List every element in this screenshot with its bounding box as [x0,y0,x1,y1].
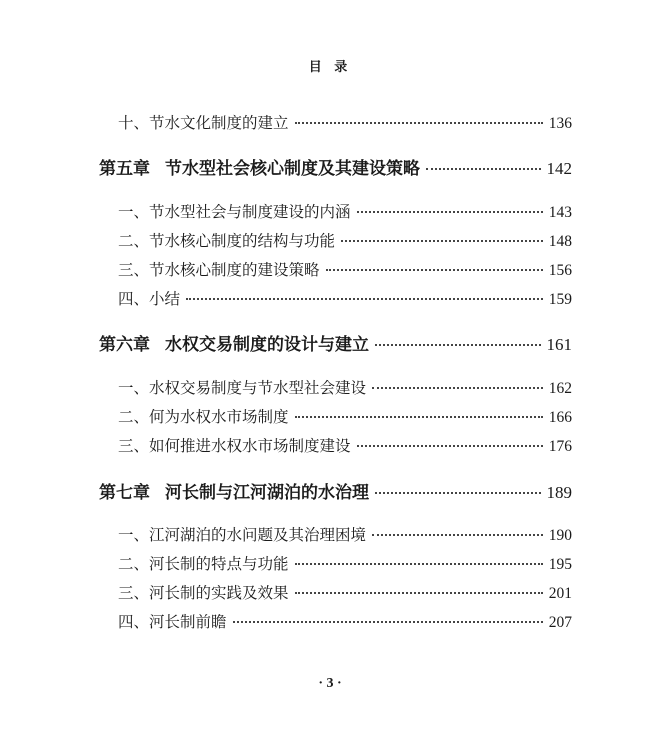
toc-section-entry[interactable] [118,287,572,309]
toc-page-number: 190 [548,527,572,544]
toc-chapter-entry[interactable] [99,478,572,503]
dot-leader [375,344,541,346]
chapter-number: 第五章 [99,159,150,179]
chapter-title: 节水型社会核心制度及其建设策略 [165,159,420,179]
dot-leader [372,387,543,389]
dot-leader [295,122,543,124]
toc-section-entry[interactable] [118,111,572,133]
dot-leader [372,534,543,536]
toc-page-number: 156 [548,262,572,279]
dot-leader [357,445,543,447]
chapter-number: 第七章 [99,483,150,503]
dot-leader [233,621,543,623]
toc-page-number: 161 [546,335,572,354]
toc-chapter-entry[interactable] [99,154,572,179]
toc-entry-label: 一、节水型社会与制度建设的内涵 [118,203,351,221]
toc-entry-label: 一、水权交易制度与节水型社会建设 [118,379,367,397]
page-footer-number: · 3 · [318,676,342,691]
dot-leader [375,492,541,494]
toc-section-entry[interactable] [118,610,572,632]
toc-entry-label: 四、河长制前瞻 [118,613,227,631]
chapter-title: 水权交易制度的设计与建立 [165,335,369,355]
toc-entry-label: 一、江河湖泊的水问题及其治理困境 [118,526,367,544]
dot-leader [295,563,543,565]
dot-leader [186,298,543,300]
chapter-title: 河长制与江河湖泊的水治理 [165,483,369,503]
dot-leader [295,416,543,418]
toc-page-number: 148 [548,233,572,250]
page-header-title: 目 录 [308,60,352,75]
toc-page-number: 207 [548,614,572,631]
toc-page-number: 136 [548,115,572,132]
dot-leader [326,269,543,271]
toc-page-number: 166 [548,409,572,426]
toc-page-number: 189 [546,483,572,502]
toc-section-entry[interactable] [118,405,572,427]
toc-entry-label: 二、何为水权水市场制度 [118,408,289,426]
toc-section-entry[interactable] [118,523,572,545]
toc-entry-label: 二、河长制的特点与功能 [118,555,289,573]
toc-entry-label: 三、河长制的实践及效果 [118,584,289,602]
toc-page-number: 176 [548,438,572,455]
toc-page-number: 162 [548,380,572,397]
toc-entry-label: 二、节水核心制度的结构与功能 [118,232,336,250]
toc-entry-label: 三、如何推进水权水市场制度建设 [118,437,351,455]
toc-entry-label: 三、节水核心制度的建设策略 [118,261,320,279]
toc-section-entry[interactable] [118,229,572,251]
toc-page-number: 142 [546,159,572,178]
toc-section-entry[interactable] [118,552,572,574]
toc-page-number: 201 [548,585,572,602]
toc-chapter-entry[interactable] [99,330,572,355]
toc-page-number: 195 [548,556,572,573]
toc-section-entry[interactable] [118,258,572,280]
toc-section-entry[interactable] [118,434,572,456]
toc-section-entry[interactable] [118,376,572,398]
toc-page-number: 159 [548,291,572,308]
dot-leader [357,211,543,213]
toc-section-entry[interactable] [118,581,572,603]
dot-leader [295,592,543,594]
toc-entry-label: 十、节水文化制度的建立 [118,114,289,132]
dot-leader [341,240,543,242]
chapter-number: 第六章 [99,335,150,355]
dot-leader [426,168,541,170]
toc-page-number: 143 [548,204,572,221]
toc-entry-label: 四、小结 [118,290,181,308]
toc-section-entry[interactable] [118,200,572,222]
